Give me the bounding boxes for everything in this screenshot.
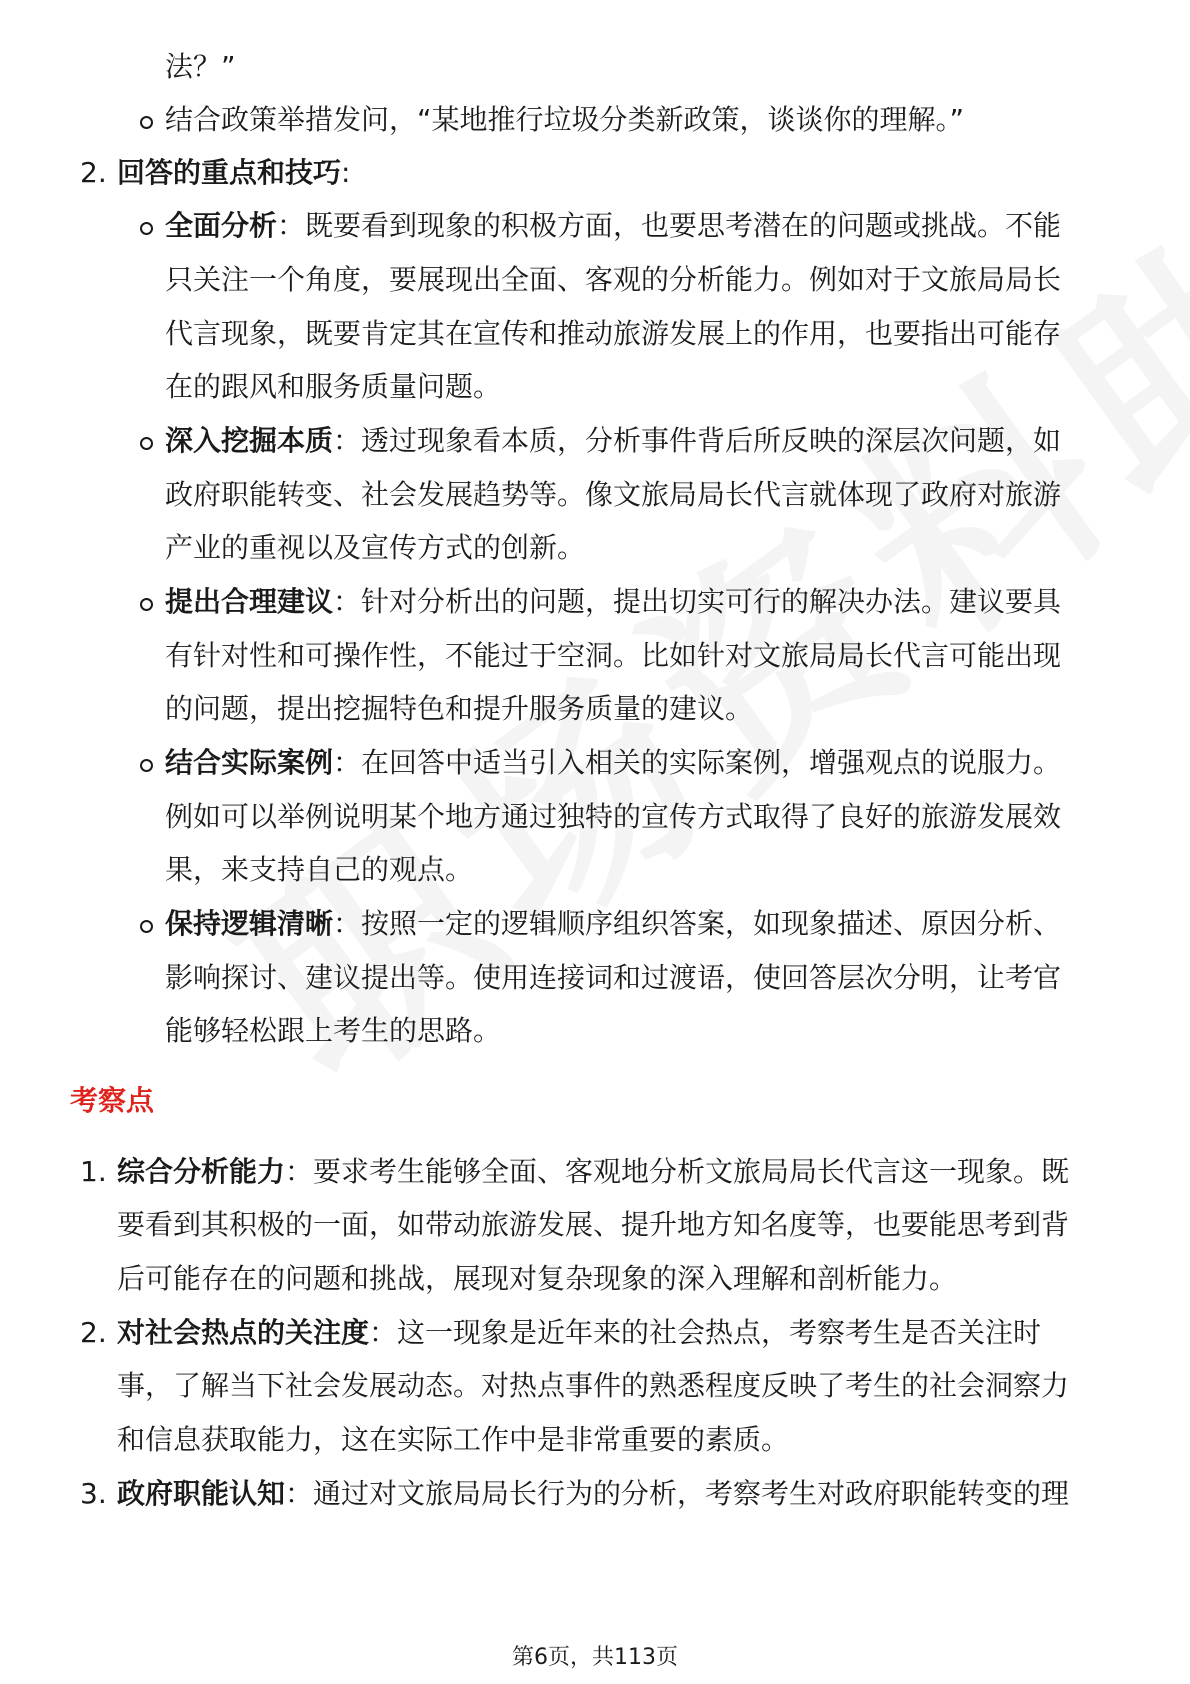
bullet-circle-icon bbox=[140, 116, 153, 129]
list-item-line: 代言现象，既要肯定其在宣传和推动旅游发展上的作用，也要指出可能存 bbox=[165, 317, 1062, 350]
item-term: 对社会热点的关注度 bbox=[117, 1316, 370, 1349]
list-number: 2. bbox=[80, 156, 107, 189]
list-number: 3. bbox=[80, 1477, 107, 1510]
page-number-footer: 第6页，共113页 bbox=[512, 1645, 678, 1670]
list-item-line bbox=[117, 1304, 1041, 1362]
item-term: 政府职能认知 bbox=[117, 1477, 286, 1510]
item-term: 深入挖掘本质 bbox=[165, 424, 334, 457]
list-item-line: 例如可以举例说明某个地方通过独特的宣传方式取得了良好的旅游发展效 bbox=[165, 800, 1062, 833]
list-item-line: 和信息获取能力，这在实际工作中是非常重要的素质。 bbox=[117, 1423, 790, 1456]
list-item-line: 果，来支持自己的观点。 bbox=[165, 853, 474, 886]
list-item-line bbox=[165, 734, 1061, 792]
list-item-line bbox=[117, 1143, 1069, 1201]
list-item-line bbox=[117, 1465, 1069, 1523]
list-item-line: 要看到其积极的一面，如带动旅游发展、提升地方知名度等，也要能思考到背 bbox=[117, 1208, 1070, 1241]
subsection-heading-text: 回答的重点和技巧 bbox=[117, 156, 342, 189]
list-item-line: 的问题，提出挖掘特色和提升服务质量的建议。 bbox=[165, 692, 754, 725]
bullet-circle-icon bbox=[140, 920, 153, 933]
list-item-line: 政府职能转变、社会发展趋势等。像文旅局局长代言就体现了政府对旅游 bbox=[165, 478, 1062, 511]
item-term: 结合实际案例 bbox=[165, 746, 334, 779]
list-item: 结合政策举措发问，“某地推行垃圾分类新政策，谈谈你的理解。” bbox=[165, 103, 965, 136]
bullet-circle-icon bbox=[140, 759, 153, 772]
item-text: ：针对分析出的问题，提出切实可行的解决办法。建议要具 bbox=[333, 585, 1062, 618]
list-item-line: 事，了解当下社会发展动态。对热点事件的熟悉程度反映了考生的社会洞察力 bbox=[117, 1369, 1070, 1402]
list-item-line bbox=[165, 573, 1061, 631]
item-term: 提出合理建议 bbox=[165, 585, 334, 618]
item-text: ：按照一定的逻辑顺序组织答案，如现象描述、原因分析、 bbox=[333, 907, 1062, 940]
item-text: ：这一现象是近年来的社会热点，考察考生是否关注时 bbox=[369, 1316, 1042, 1349]
list-item-line bbox=[165, 197, 1061, 255]
list-number: 2. bbox=[80, 1316, 107, 1349]
section-title: 考察点 bbox=[70, 1084, 155, 1117]
list-item-line bbox=[165, 895, 1061, 953]
bullet-circle-icon bbox=[140, 437, 153, 450]
list-item-line: 在的跟风和服务质量问题。 bbox=[165, 370, 502, 403]
item-text: ：在回答中适当引入相关的实际案例，增强观点的说服力。 bbox=[333, 746, 1062, 779]
item-text: ：要求考生能够全面、客观地分析文旅局局长代言这一现象。既 bbox=[285, 1155, 1070, 1188]
list-item-line: 有针对性和可操作性，不能过于空洞。比如针对文旅局局长代言可能出现 bbox=[165, 639, 1062, 672]
subsection-heading bbox=[117, 144, 350, 202]
item-text: ：通过对文旅局局长行为的分析，考察考生对政府职能转变的理 bbox=[285, 1477, 1070, 1510]
bullet-circle-icon bbox=[140, 222, 153, 235]
bullet-circle-icon bbox=[140, 598, 153, 611]
list-item-line bbox=[165, 412, 1061, 470]
list-item-line: 只关注一个角度，要展现出全面、客观的分析能力。例如对于文旅局局长 bbox=[165, 263, 1062, 296]
list-item-line: 后可能存在的问题和挑战，展现对复杂现象的深入理解和剖析能力。 bbox=[117, 1262, 958, 1295]
item-term: 保持逻辑清晰 bbox=[165, 907, 334, 940]
list-number: 1. bbox=[80, 1155, 107, 1188]
list-item-line: 产业的重视以及宣传方式的创新。 bbox=[165, 531, 586, 564]
list-item-line: 能够轻松跟上考生的思路。 bbox=[165, 1014, 502, 1047]
item-term: 全面分析 bbox=[165, 209, 278, 242]
list-item-line: 影响探讨、建议提出等。使用连接词和过渡语，使回答层次分明，让考官 bbox=[165, 961, 1062, 994]
item-term: 综合分析能力 bbox=[117, 1155, 286, 1188]
heading-colon: : bbox=[341, 156, 351, 189]
item-text: ：既要看到现象的积极方面，也要思考潜在的问题或挑战。不能 bbox=[277, 209, 1062, 242]
continuation-line: 法？” bbox=[165, 50, 236, 83]
item-text: ：透过现象看本质，分析事件背后所反映的深层次问题，如 bbox=[333, 424, 1062, 457]
